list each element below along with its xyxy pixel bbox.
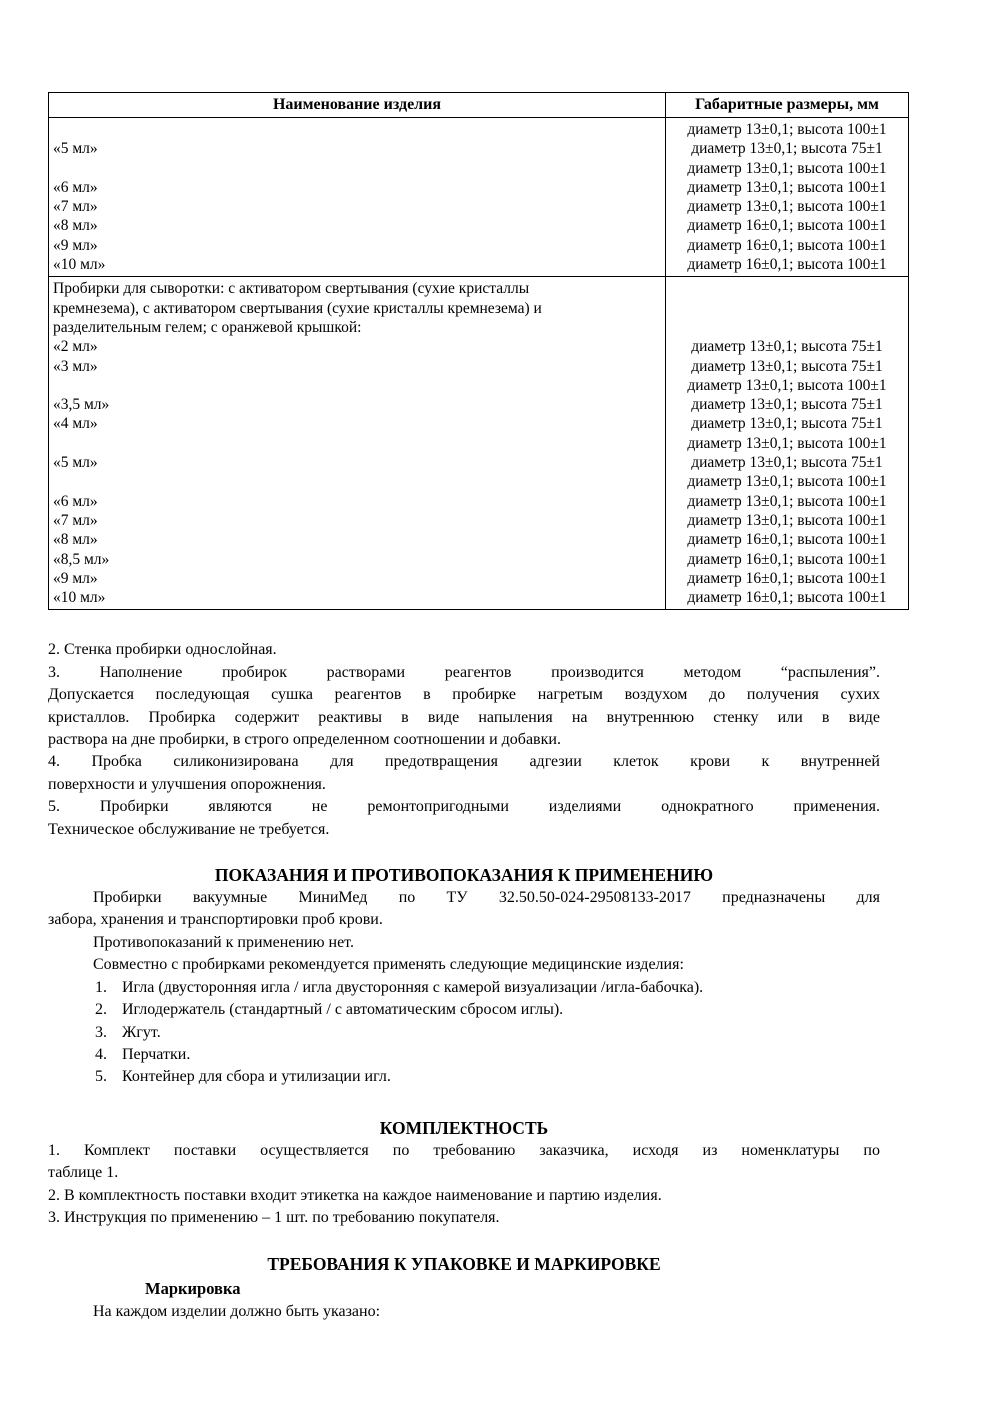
table-line: «2 мл» <box>53 338 98 356</box>
table-line: диаметр 13±0,1; высота 75±1 <box>691 454 883 472</box>
paragraph <box>48 796 880 841</box>
text-line: 3. Наполнение пробирок растворами реагентов производится методом “распыления”. <box>48 663 880 681</box>
table-header-row <box>49 93 909 118</box>
list-item <box>48 977 880 999</box>
table-line: разделительным гелем; с оранжевой крышкой: <box>53 318 362 336</box>
table-section-plain-tubes <box>49 118 909 277</box>
paragraph <box>48 639 880 661</box>
paragraph <box>48 751 880 796</box>
paragraph <box>48 1301 880 1323</box>
text-line: забора, хранения и транспортировки проб крови. <box>48 911 383 929</box>
list-item-text: Перчатки. <box>122 1045 191 1063</box>
text-line: 3. Инструкция по применению – 1 шт. по требованию покупателя. <box>48 1208 500 1226</box>
table-section-serum-tubes <box>49 277 909 610</box>
text-line: Совместно с пробирками рекомендуется применять следующие медицинские изделия: <box>93 956 684 974</box>
paragraph <box>48 1207 880 1229</box>
table-line: диаметр 13±0,1; высота 100±1 <box>687 473 887 491</box>
text-line: 2. В комплектность поставки входит этикетка на каждое наименование и партию изделия. <box>48 1186 662 1204</box>
table-line: диаметр 16±0,1; высота 100±1 <box>687 236 887 254</box>
table-line <box>53 472 661 491</box>
table-line: диаметр 13±0,1; высота 75±1 <box>691 396 883 414</box>
list-item-number: 2. <box>95 1001 107 1019</box>
table-line: диаметр 13±0,1; высота 75±1 <box>691 140 883 158</box>
table-line: диаметр 13±0,1; высота 100±1 <box>687 121 887 138</box>
section-title-completeness: КОМПЛЕКТНОСТЬ <box>379 1117 549 1138</box>
table-line: диаметр 13±0,1; высота 100±1 <box>687 511 887 529</box>
text-line: Пробирки вакуумные МиниМед по ТУ 32.50.50-024-29508133-2017 предназначены для <box>93 889 880 907</box>
section2-sizes-cell <box>666 277 909 610</box>
section-title-indications: ПОКАЗАНИЯ И ПРОТИВОПОКАЗАНИЯ К ПРИМЕНЕНИЮ <box>214 865 714 886</box>
recommended-devices-list <box>48 977 880 1089</box>
paragraph <box>48 954 880 976</box>
table-line <box>53 159 661 178</box>
list-item-number: 1. <box>95 978 107 996</box>
table-line: «9 мл» <box>53 236 98 254</box>
section1-names-cell <box>49 118 666 277</box>
table-line: «6 мл» <box>53 492 98 510</box>
table-line <box>53 376 661 395</box>
table-line: «8 мл» <box>53 217 98 235</box>
table-line: диаметр 16±0,1; высота 100±1 <box>687 217 887 235</box>
table-line: диаметр 13±0,1; высота 75±1 <box>691 357 883 375</box>
table-line: диаметр 16±0,1; высота 100±1 <box>687 531 887 549</box>
table-line: «8 мл» <box>53 531 98 549</box>
table-line: «5 мл» <box>53 454 98 472</box>
table-line: «10 мл» <box>53 256 106 274</box>
list-item-text: Иглодержатель (стандартный / с автоматическим сбросом иглы). <box>122 1001 564 1019</box>
table-line: «3 мл» <box>53 357 98 375</box>
table-line: диаметр 16±0,1; высота 100±1 <box>687 589 887 607</box>
table-line <box>53 120 661 139</box>
text-line: 2. Стенка пробирки однослойная. <box>48 641 277 659</box>
text-line: таблице 1. <box>48 1164 119 1182</box>
table-line: диаметр 13±0,1; высота 100±1 <box>687 492 887 510</box>
list-item-number: 3. <box>95 1023 107 1041</box>
text-line: поверхности и улучшения опорожнения. <box>48 775 326 793</box>
text-line: кристаллов. Пробирка содержит реактивы в виде напыления на внутреннюю стенку или в виде <box>48 708 880 726</box>
table-line: «5 мл» <box>53 140 98 158</box>
table-line: «6 мл» <box>53 178 98 196</box>
list-item <box>48 999 880 1021</box>
list-item <box>48 1066 880 1088</box>
table-line: диаметр 13±0,1; высота 100±1 <box>687 178 887 196</box>
paragraph <box>48 1185 880 1207</box>
paragraph <box>48 887 880 932</box>
table-line <box>670 299 904 318</box>
packaging-paragraphs <box>48 1301 880 1323</box>
indications-paragraphs <box>48 887 880 977</box>
paragraph <box>48 1140 880 1185</box>
section2-names-cell <box>49 277 666 610</box>
text-line: 1. Комплект поставки осуществляется по требованию заказчика, исходя из номенклатуры по <box>48 1141 880 1159</box>
list-item-text: Контейнер для сбора и утилизации игл. <box>122 1068 391 1086</box>
text-line: Техническое обслуживание не требуется. <box>48 820 330 838</box>
text-line: На каждом изделии должно быть указано: <box>93 1302 381 1320</box>
table-line: диаметр 13±0,1; высота 100±1 <box>687 376 887 394</box>
paragraph <box>48 662 880 752</box>
table-line: «10 мл» <box>53 589 106 607</box>
table-line: диаметр 13±0,1; высота 75±1 <box>691 415 883 433</box>
table-line: «7 мл» <box>53 198 98 216</box>
text-line: 4. Пробка силиконизирована для предотвращения адгезии клеток крови к внутренней <box>48 753 880 771</box>
table-line: Пробирки для сыворотки: с активатором свертывания (сухие кристаллы <box>53 280 530 298</box>
table-line: диаметр 16±0,1; высота 100±1 <box>687 569 887 587</box>
table-line: диаметр 13±0,1; высота 100±1 <box>687 198 887 216</box>
table-line: диаметр 16±0,1; высота 100±1 <box>687 256 887 274</box>
numbered-notes <box>48 639 880 841</box>
table-header-dimensions: Габаритные размеры, мм <box>666 93 909 118</box>
table-line <box>670 318 904 337</box>
text-line: Допускается последующая сушка реагентов в пробирке нагретым воздухом до получения сухих <box>48 686 880 704</box>
completeness-paragraphs <box>48 1140 880 1230</box>
text-line: раствора на дне пробирки, в строго определенном соотношении и добавки. <box>48 731 561 749</box>
text-line: 5. Пробирки являются не ремонтопригодными изделиями однократного применения. <box>48 798 880 816</box>
table-line: диаметр 13±0,1; высота 100±1 <box>687 434 887 452</box>
table-line: «9 мл» <box>53 569 98 587</box>
table-line: «7 мл» <box>53 511 98 529</box>
table-line: «4 мл» <box>53 415 98 433</box>
table-line: кремнезема), с активатором свертывания (сухие кристаллы кремнезема) и <box>53 299 542 317</box>
list-item-number: 5. <box>95 1068 107 1086</box>
list-item-number: 4. <box>95 1045 107 1063</box>
table-line: диаметр 13±0,1; высота 75±1 <box>691 338 883 356</box>
table-line <box>53 434 661 453</box>
list-item-text: Игла (двусторонняя игла / игла двусторонняя с камерой визуализации /игла-бабочка). <box>122 978 704 996</box>
table-line: диаметр 16±0,1; высота 100±1 <box>687 550 887 568</box>
paragraph <box>48 932 880 954</box>
text-line: Противопоказаний к применению нет. <box>93 933 354 951</box>
table-line: диаметр 13±0,1; высота 100±1 <box>687 159 887 177</box>
subsection-title-marking: Маркировка <box>145 1279 241 1299</box>
list-item-text: Жгут. <box>122 1023 161 1041</box>
table-line: «8,5 мл» <box>53 550 110 568</box>
list-item <box>48 1044 880 1066</box>
product-size-table <box>48 92 909 610</box>
table-header-product-name: Наименование изделия <box>49 93 666 118</box>
list-item <box>48 1022 880 1044</box>
table-line: «3,5 мл» <box>53 396 110 414</box>
table-line <box>670 279 904 298</box>
section-title-packaging: ТРЕБОВАНИЯ К УПАКОВКЕ И МАРКИРОВКЕ <box>267 1254 661 1275</box>
section1-sizes-cell <box>666 118 909 277</box>
